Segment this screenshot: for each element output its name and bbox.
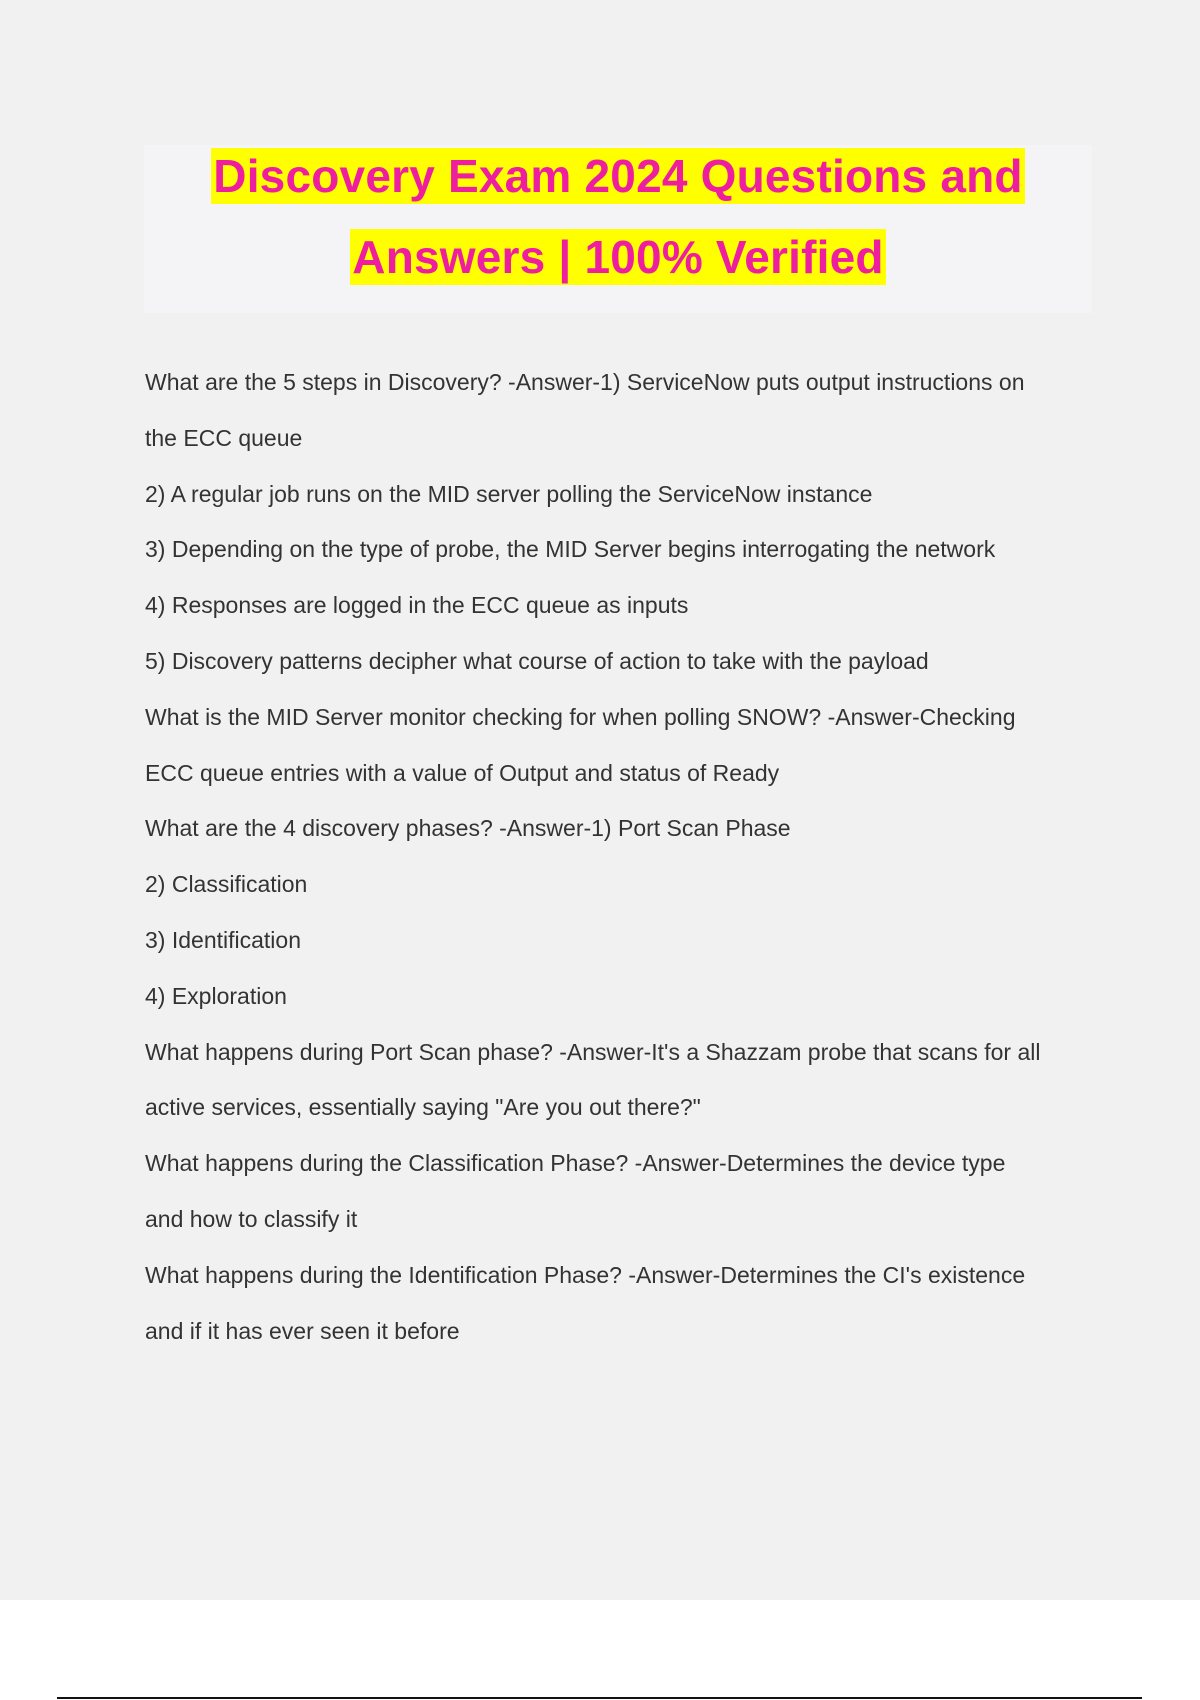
qa-line: What happens during the Identification Phase? -Answer-Determines the CI's existence	[145, 1261, 1026, 1288]
qa-line: active services, essentially saying "Are you out there?"	[145, 1094, 701, 1121]
document-title-line-2: Answers | 100% Verified	[352, 231, 884, 283]
qa-line: What is the MID Server monitor checking for when polling SNOW? -Answer-Checking	[145, 703, 1016, 730]
qa-line: the ECC queue	[145, 424, 303, 451]
qa-line: 3) Identification	[145, 926, 301, 953]
qa-line: What happens during Port Scan phase? -Answer-It's a Shazzam probe that scans for all	[145, 1038, 1041, 1065]
title-line-2-wrap	[144, 201, 1092, 283]
qa-line: What are the 5 steps in Discovery? -Answer-1) ServiceNow puts output instructions on	[145, 369, 1025, 395]
title-line-1-wrap	[144, 145, 1092, 201]
qa-line: 4) Exploration	[145, 982, 287, 1009]
qa-line: What are the 4 discovery phases? -Answer-1) Port Scan Phase	[145, 815, 791, 842]
qa-line: and how to classify it	[145, 1205, 358, 1232]
qa-line: ECC queue entries with a value of Output and status of Ready	[145, 759, 780, 786]
page-footer-area	[0, 1600, 1200, 1700]
title-block	[144, 145, 1092, 313]
qa-line: 2) A regular job runs on the MID server polling the ServiceNow instance	[145, 480, 873, 507]
qa-line: 3) Depending on the type of probe, the MID Server begins interrogating the network	[145, 536, 996, 563]
footer-divider	[57, 1697, 1142, 1699]
qa-line: 5) Discovery patterns decipher what course of action to take with the payload	[145, 647, 929, 674]
qa-line: What happens during the Classification Phase? -Answer-Determines the device type	[145, 1150, 1006, 1177]
qa-line: 2) Classification	[145, 871, 308, 898]
qa-line: 4) Responses are logged in the ECC queue as inputs	[145, 592, 689, 619]
document-title-line-1: Discovery Exam 2024 Questions and	[213, 150, 1023, 202]
qa-line: and if it has ever seen it before	[145, 1317, 460, 1344]
qa-content	[145, 362, 1095, 1366]
